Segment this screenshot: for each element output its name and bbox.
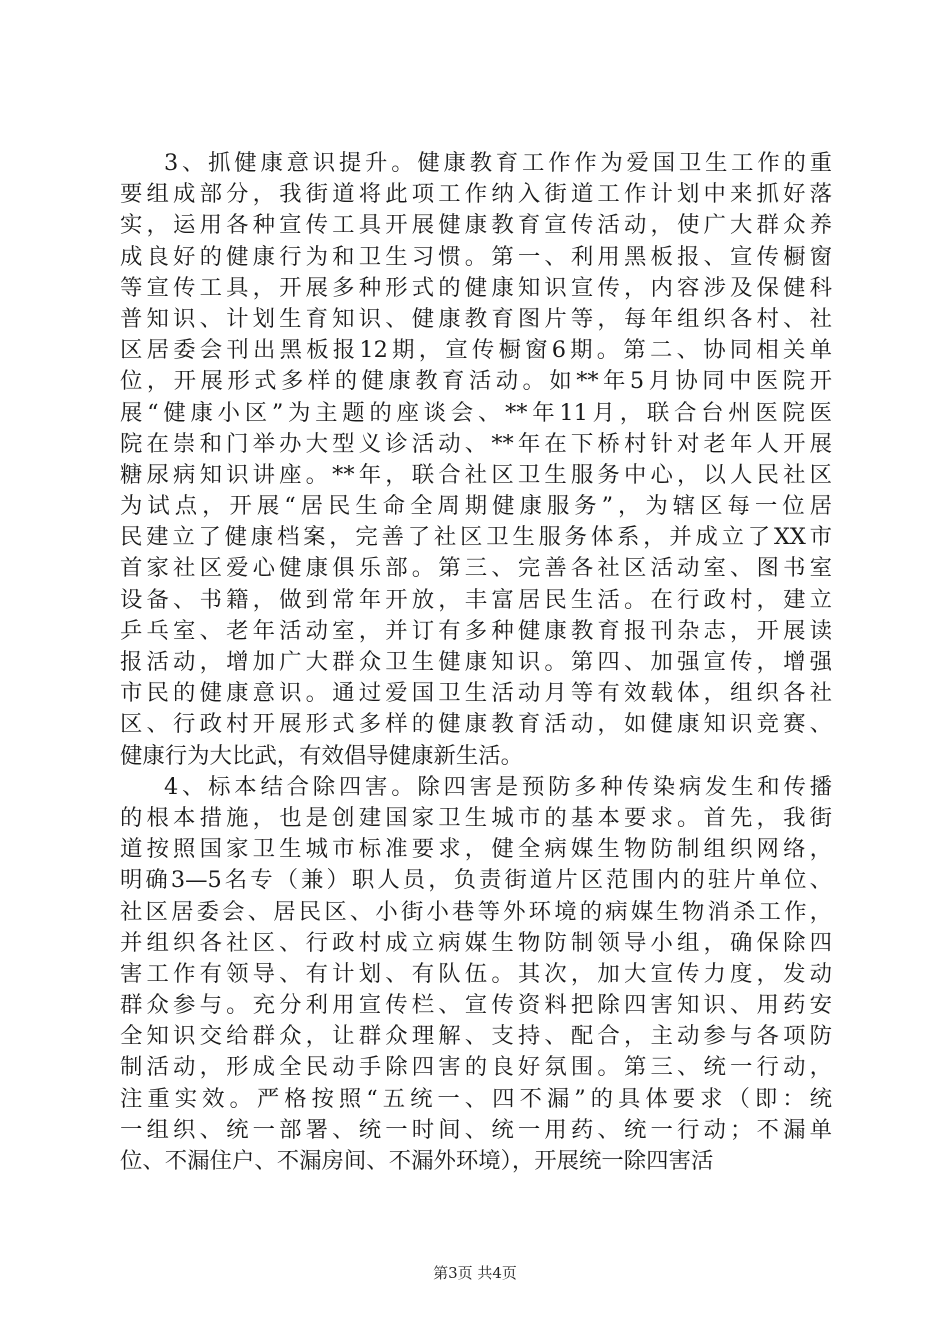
text-line: 乒乓室、老年活动室，并订有多种健康教育报刊杂志，开展读 [120,617,832,644]
document-body [120,148,832,1177]
text-line: 4、标本结合除四害。除四害是预防多种传染病发生和传播 [164,773,832,800]
text-line: 社区居委会、居民区、小街小巷等外环境的病媒生物消杀工作， [120,898,832,925]
text-line: 3、抓健康意识提升。健康教育工作作为爱国卫生工作的重 [164,150,832,176]
text-line: 为试点，开展“居民生命全周期健康服务”，为辖区每一位居 [120,493,832,520]
text-line: 健康行为大比武，有效倡导健康新生活。 [120,742,524,769]
paragraph-health-awareness [120,148,832,772]
text-line: 糖尿病知识讲座。**年，联合社区卫生服务中心，以人民社区 [120,461,832,488]
text-line: 实，运用各种宣传工具开展健康教育宣传活动，使广大群众养 [120,212,832,239]
text-line: 展“健康小区”为主题的座谈会、**年11月，联合台州医院医 [120,399,832,426]
text-line: 成良好的健康行为和卫生习惯。第一、利用黑板报、宣传橱窗 [120,243,832,270]
text-line: 区居委会刊出黑板报12期，宣传橱窗6期。第二、协同相关单 [120,337,832,364]
text-line: 一组织、统一部署、统一时间、统一用药、统一行动；不漏单 [120,1116,832,1143]
text-line: 院在崇和门举办大型义诊活动、**年在下桥村针对老年人开展 [120,430,832,457]
text-line: 位、不漏住户、不漏房间、不漏外环境），开展统一除四害活 [120,1148,714,1174]
page-footer: 第3页 共4页 [433,1264,517,1282]
text-line: 设备、书籍，做到常年开放，丰富居民生活。在行政村，建立 [120,586,832,613]
text-line: 害工作有领导、有计划、有队伍。其次，加大宣传力度，发动 [120,960,832,987]
text-line: 报活动，增加广大群众卫生健康知识。第四、加强宣传，增强 [120,649,832,675]
text-line: 全知识交给群众，让群众理解、支持、配合，主动参与各项防 [120,1023,832,1050]
text-line: 制活动，形成全民动手除四害的良好氛围。第三、统一行动， [120,1054,832,1081]
text-line: 等宣传工具，开展多种形式的健康知识宣传，内容涉及保健科 [120,274,832,301]
paragraph-four-pests [120,772,832,1177]
text-line: 群众参与。充分利用宣传栏、宣传资料把除四害知识、用药安 [120,992,832,1019]
text-line: 并组织各社区、行政村成立病媒生物防制领导小组，确保除四 [120,929,832,956]
text-line: 注重实效。严格按照“五统一、四不漏”的具体要求（即：统 [120,1085,832,1112]
text-line: 道按照国家卫生城市标准要求，健全病媒生物防制组织网络， [120,836,832,863]
text-line: 的根本措施，也是创建国家卫生城市的基本要求。首先，我街 [120,804,832,831]
text-line: 市民的健康意识。通过爱国卫生活动月等有效载体，组织各社 [120,680,832,707]
text-line: 明确3—5名专（兼）职人员，负责街道片区范围内的驻片单位、 [120,867,832,894]
text-line: 首家社区爱心健康俱乐部。第三、完善各社区活动室、图书室 [120,555,832,582]
text-line: 区、行政村开展形式多样的健康教育活动，如健康知识竞赛、 [120,711,832,738]
text-line: 位，开展形式多样的健康教育活动。如**年5月协同中医院开 [120,368,832,395]
text-line: 要组成部分，我街道将此项工作纳入街道工作计划中来抓好落 [120,181,832,208]
text-line: 民建立了健康档案，完善了社区卫生服务体系，并成立了XX市 [120,524,832,551]
text-line: 普知识、计划生育知识、健康教育图片等，每年组织各村、社 [120,305,832,332]
